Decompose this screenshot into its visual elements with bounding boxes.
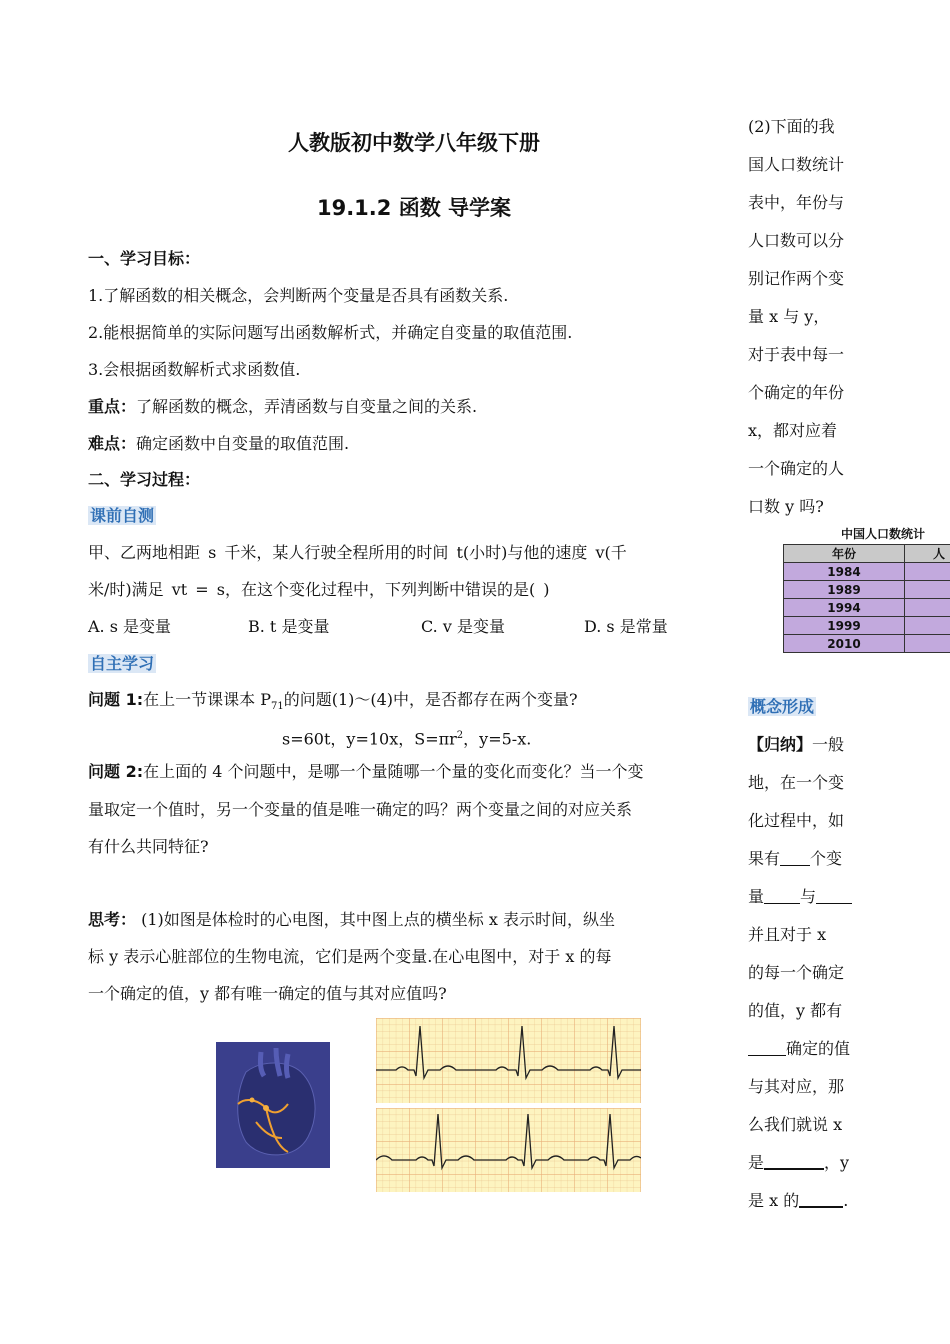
question-1-subscript: 71 <box>270 701 284 713</box>
goal-item-3: 3.会根据函数解析式求函数值. <box>88 360 301 379</box>
side-q2-line: 量 x 与 y， <box>748 307 830 326</box>
blank-5-prefix: 是 x 的 <box>748 1191 800 1210</box>
process-heading: 二、学习过程： <box>88 470 201 489</box>
summary-line: 么我们就说 x <box>748 1115 843 1134</box>
side-q2-line: 表中，年份与 <box>748 193 845 212</box>
blank-5 <box>799 1189 843 1208</box>
formula <box>282 725 531 750</box>
summary-line <box>748 726 866 764</box>
table-cell-pop <box>905 563 950 581</box>
concept-heading-row <box>748 688 866 726</box>
blank-2b <box>816 886 852 904</box>
table-row <box>784 563 950 581</box>
option-a: A. s 是变量 <box>88 617 172 636</box>
pretest-heading: 课前自测 <box>90 506 155 525</box>
heart-image <box>216 1042 330 1168</box>
table-cell-pop <box>905 617 950 635</box>
table-cell-pop <box>905 581 950 599</box>
formula-sup: 2 <box>456 730 464 741</box>
formula-a: s=60t，y=10x，S=πr <box>282 729 457 749</box>
think-label: 思考： <box>88 910 137 929</box>
difficulty-label: 难点： <box>88 434 137 453</box>
summary-line: 并且对于 x <box>748 925 827 944</box>
option-d: D. s 是常量 <box>584 617 668 636</box>
blank-4-prefix: 是 <box>748 1153 765 1172</box>
goal-item-2: 2.能根据简单的实际问题写出函数解析式，并确定自变量的取值范围. <box>88 323 573 342</box>
think-line-2: 标 y 表示心脏部位的生物电流，它们是两个变量.在心电图中，对于 x 的每 <box>88 947 612 966</box>
side-concept <box>748 688 866 1220</box>
blank-4 <box>764 1151 824 1170</box>
table-cell-year: 1999 <box>784 617 905 635</box>
key-text: 了解函数的概念，弄清函数与自变量之间的关系. <box>136 397 478 416</box>
side-q2-line: 个确定的年份 <box>748 383 845 402</box>
table-header-row <box>784 545 950 563</box>
goals-heading: 一、学习目标： <box>88 249 201 268</box>
population-table-title: 中国人口数统计 <box>841 527 926 541</box>
summary-line: 化过程中，如 <box>748 811 845 830</box>
table-header-year: 年份 <box>784 545 905 563</box>
summary-line: 的每一个确定 <box>748 963 845 982</box>
question-1-text-a: 在上一节课课本 P <box>143 690 271 709</box>
blank-2a <box>764 886 800 904</box>
question-1-text-b: 的问题(1)～(4)中，是否都存在两个变量? <box>283 690 578 709</box>
summary-line: 的值，y 都有 <box>748 1001 843 1020</box>
difficulty-text: 确定函数中自变量的取值范围. <box>136 434 350 453</box>
ecg-strip-bottom <box>376 1108 641 1192</box>
blank-2-middle: 与 <box>800 887 817 906</box>
self-study-heading: 自主学习 <box>90 654 155 673</box>
pretest-line-1: 甲、乙两地相距 s 千米，某人行驶全程所用的时间 t(小时)与他的速度 v(千 <box>88 543 627 562</box>
question-2-line-3: 有什么共同特征? <box>88 837 209 856</box>
table-header-pop: 人 <box>905 545 950 563</box>
blank-1-prefix: 果有 <box>748 849 781 868</box>
side-q2-line: 一个确定的人 <box>748 459 845 478</box>
question-2-line-2: 量取定一个值时，另一个变量的值是唯一确定的吗？两个变量之间的对应关系 <box>88 800 633 819</box>
pretest-line-2: 米/时)满足 vt = s，在这个变化过程中，下列判断中错误的是( ) <box>88 580 550 599</box>
ecg-strip-top <box>376 1018 641 1103</box>
table-row <box>784 635 950 653</box>
question-1 <box>88 689 578 718</box>
summary-line <box>748 1182 866 1220</box>
difficulty-point <box>88 433 349 455</box>
summary-line <box>748 840 866 878</box>
option-b: B. t 是变量 <box>248 617 330 636</box>
doc-title: 人教版初中数学八年级下册 <box>288 131 540 155</box>
summary-line <box>748 1030 866 1068</box>
side-q2-line: 人口数可以分 <box>748 231 845 250</box>
question-2-text-1: 在上面的 4 个问题中，是哪一个量随哪一个量的变化而变化？当一个变 <box>143 762 644 781</box>
side-q2-line: x，都对应着 <box>748 421 838 440</box>
side-q2-line: (2)下面的我 <box>748 117 835 136</box>
summary-line <box>748 878 866 916</box>
doc-subtitle: 19.1.2 函数 导学案 <box>316 196 512 220</box>
table-cell-year: 1989 <box>784 581 905 599</box>
think-line-3: 一个确定的值，y 都有唯一确定的值与其对应值吗? <box>88 984 447 1003</box>
summary-line: 与其对应，那 <box>748 1077 845 1096</box>
side-q2-line: 别记作两个变 <box>748 269 845 288</box>
blank-3 <box>748 1038 786 1056</box>
blank-1-suffix: 个变 <box>810 849 843 868</box>
blank-4-suffix: ，y <box>824 1153 850 1172</box>
blank-5-suffix: . <box>843 1191 849 1210</box>
think-line-1 <box>88 909 615 931</box>
blank-2-prefix: 量 <box>748 887 765 906</box>
side-q2-line: 对于表中每一 <box>748 345 845 364</box>
side-q2-line: 国人口数统计 <box>748 155 845 174</box>
formula-b: ，y=5-x. <box>463 729 532 749</box>
population-table-image <box>783 526 950 666</box>
question-1-label: 问题 1: <box>88 690 144 709</box>
summary-first: 一般 <box>812 735 845 754</box>
key-label: 重点： <box>88 397 137 416</box>
table-cell-year: 1984 <box>784 563 905 581</box>
table-cell-year: 2010 <box>784 635 905 653</box>
table-cell-year: 1994 <box>784 599 905 617</box>
option-c: C. v 是变量 <box>421 617 505 636</box>
table-row <box>784 581 950 599</box>
concept-heading: 概念形成 <box>750 697 815 716</box>
side-q2-line: 口数 y 吗? <box>748 497 824 516</box>
summary-line <box>748 1144 866 1182</box>
question-2-label: 问题 2: <box>88 762 144 781</box>
table-row <box>784 617 950 635</box>
summary-label: 【归纳】 <box>748 735 813 754</box>
self-study-heading-row <box>88 653 156 675</box>
side-question-2 <box>748 108 866 526</box>
table-row <box>784 599 950 617</box>
population-table <box>783 544 950 653</box>
question-2-line-1 <box>88 761 643 783</box>
blank-3-suffix: 确定的值 <box>786 1039 851 1058</box>
pretest-heading-row <box>88 505 156 527</box>
summary-line: 地，在一个变 <box>748 773 845 792</box>
table-cell-pop <box>905 599 950 617</box>
blank-1 <box>780 848 810 866</box>
table-cell-pop <box>905 635 950 653</box>
think-text-1: (1)如图是体检时的心电图，其中图上点的横坐标 x 表示时间，纵坐 <box>136 910 615 929</box>
goal-item-1: 1.了解函数的相关概念，会判断两个变量是否具有函数关系. <box>88 286 509 305</box>
key-point <box>88 396 477 418</box>
